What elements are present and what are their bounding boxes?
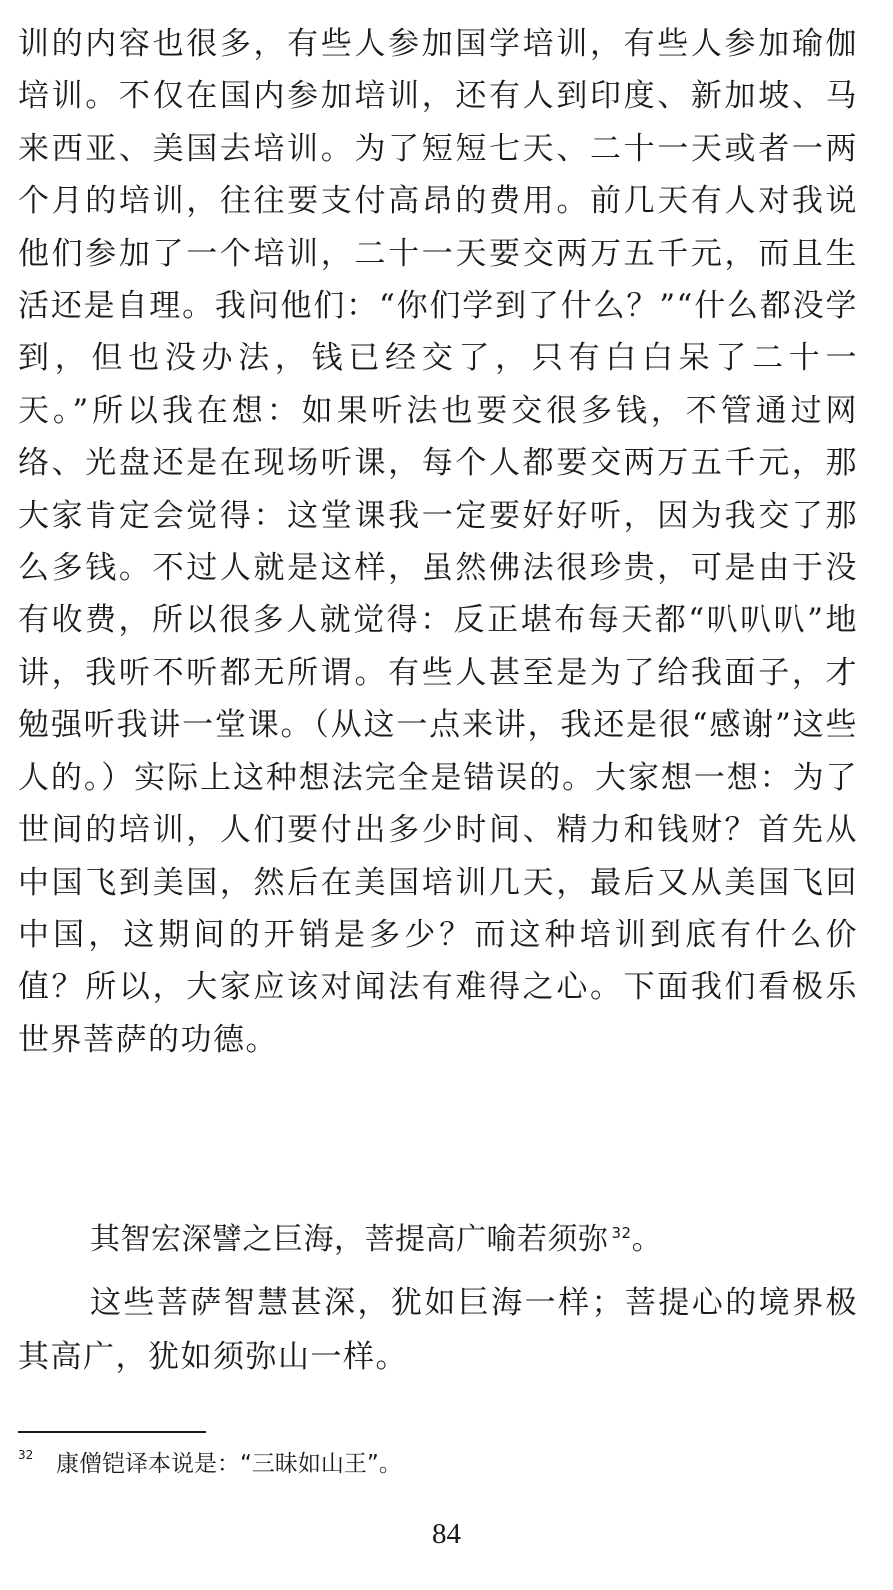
commentary-paragraph: 这些菩萨智慧甚深，犹如巨海一样；菩提心的境界极其高广，犹如须弥山一样。	[18, 1285, 858, 1375]
footnote-text: 康僧铠译本说是：“三昧如山王”。	[56, 1451, 402, 1477]
page-number: 84	[432, 1518, 461, 1550]
footnote-number: 32	[18, 1448, 34, 1462]
book-page	[18, 0, 858, 1590]
main-paragraph: 训的内容也很多，有些人参加国学培训，有些人参加瑜伽培训。不仅在国内参加培训，还有人到印度、新加坡、马来西亚、美国去培训。为了短短七天、二十一天或者一两个月的培训，往往要支付高昂的费用。前几天有人对我说他们参加了一个培训，二十一天要交两万五千元，而且生活还是自理。我问他们：“你们学到了什么？”“什么都没学到，但也没办法，钱已经交了，只有白白呆了二十一天。”所以我在想：如果听法也要交很多钱，不管通过网络、光盘还是在现场听课，每个人都要交两万五千元，那大家肯定会觉得：这堂课我一定要好好听，因为我交了那么多钱。不过人就是这样，虽然佛法很珍贵，可是由于没有收费，所以很多人就觉得：反正堪布每天都“叭叭叭”地讲，我听不听都无所谓。有些人甚至是为了给我面子，才勉强听我讲一堂课。（从这一点来讲，我还是很“感谢”这些人的。）实际上这种想法完全是错误的。大家想一想：为了世间的培训，人们要付出多少时间、精力和钱财？首先从中国飞到美国，然后在美国培训几天，最后又从美国飞回中国，这期间的开销是多少？而这种培训到底有什么价值？所以，大家应该对闻法有难得之心。下面我们看极乐世界菩萨的功德。	[18, 26, 858, 1058]
verse-end-mark: 。	[631, 1222, 663, 1257]
verse-text: 其智宏深譬之巨海，菩提高广喻若须弥	[90, 1222, 609, 1257]
footnote-divider	[18, 1431, 206, 1433]
footnote	[18, 1446, 858, 1482]
sutra-verse	[90, 1214, 870, 1266]
footnote-reference[interactable]: 32	[611, 1224, 632, 1242]
